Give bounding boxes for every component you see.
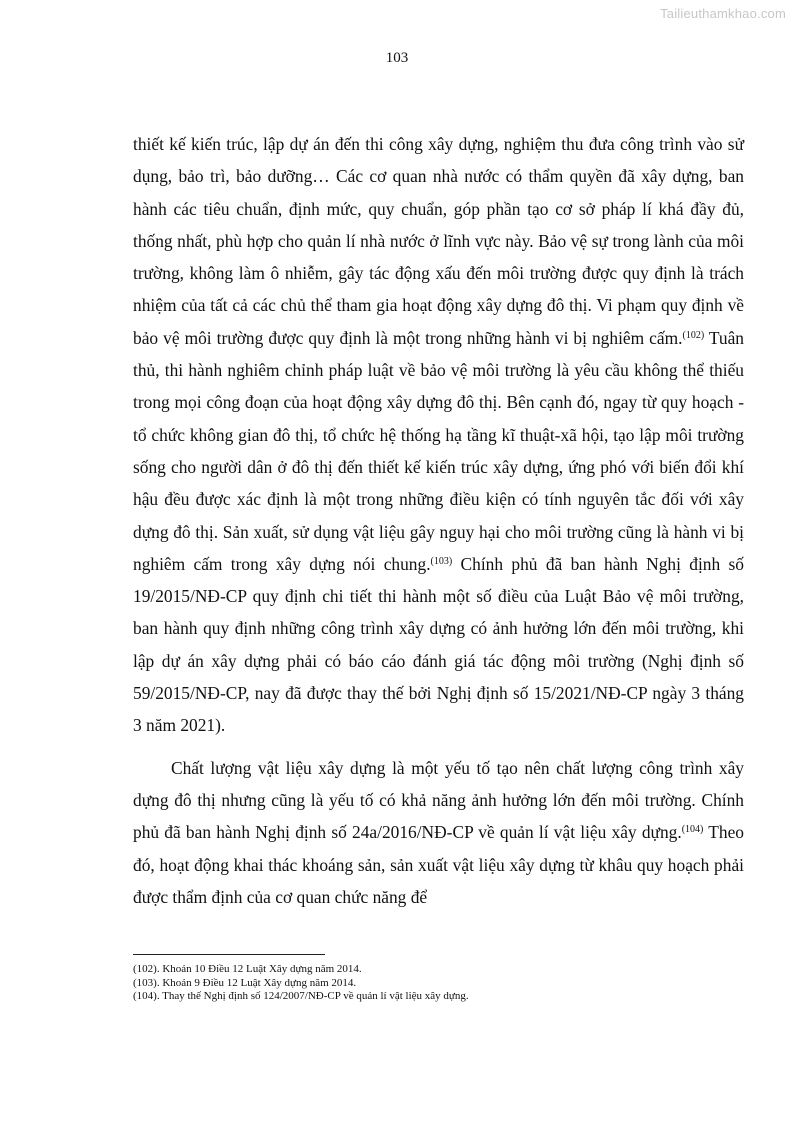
footnote-separator bbox=[133, 954, 325, 955]
paragraph-1-part-1: thiết kế kiến trúc, lập dự án đến thi công xây dựng, nghiệm thu đưa công trình vào sử dụng, bảo trì, bảo dưỡng… Các cơ quan nhà nước có thẩm quyền đã xây dựng, ban hành các tiêu chuẩn, định mức, quy chuẩn, góp phần tạo cơ sở pháp lí khá đầy đủ, thống nhất, phù hợp cho quản lí nhà nước ở lĩnh vực này. Bảo vệ sự trong lành của môi trường, không làm ô nhiễm, gây tác động xấu đến môi trường được quy định là trách nhiệm của tất cả các chủ thể tham gia hoạt động xây dựng đô thị. Vi phạm quy định về bảo vệ môi trường được quy định là một trong những hành vi bị nghiêm cấm. bbox=[133, 134, 744, 348]
body-text bbox=[133, 128, 744, 913]
footnotes bbox=[133, 963, 744, 1004]
footnote-103: (103). Khoản 9 Điều 12 Luật Xây dựng năm 2014. bbox=[133, 976, 357, 989]
footnote-ref-104: (104) bbox=[681, 824, 704, 836]
footnote-104: (104). Thay thế Nghị định số 124/2007/NĐ-CP về quản lí vật liệu xây dựng. bbox=[133, 990, 469, 1002]
paragraph-1 bbox=[133, 128, 744, 742]
paragraph-2-part-1: Chất lượng vật liệu xây dựng là một yếu tố tạo nên chất lượng công trình xây dựng đô thị nhưng cũng là yếu tố có khả năng ảnh hưởng lớn đến môi trường. Chính phủ đã ban hành Nghị định số 24a/2016/NĐ-CP về quản lí vật liệu xây dựng. bbox=[133, 757, 744, 843]
paragraph-2-part-2: Theo đó, hoạt động khai thác khoáng sản, sản xuất vật liệu xây dựng từ khâu quy hoạch phải được thẩm định của cơ quan chức năng để bbox=[133, 822, 744, 907]
page-number: 103 bbox=[385, 50, 409, 66]
paragraph-1-part-3: Chính phủ đã ban hành Nghị định số 19/2015/NĐ-CP quy định chi tiết thi hành một số điều của Luật Bảo vệ môi trường, ban hành quy định những công trình xây dựng có ảnh hưởng lớn đến môi trường, khi lập dự án xây dựng phải có báo cáo đánh giá tác động môi trường (Nghị định số 59/2015/NĐ-CP, nay đã được thay thế bởi Nghị định số 15/2021/NĐ-CP ngày 3 tháng 3 năm 2021). bbox=[133, 553, 744, 736]
watermark-text: Tailieuthamkhao.com bbox=[660, 6, 786, 21]
footnote-ref-103: (103) bbox=[430, 555, 453, 567]
footnote-ref-102: (102) bbox=[682, 329, 705, 341]
paragraph-1-part-2: Tuân thủ, thi hành nghiêm chỉnh pháp luật về bảo vệ môi trường là yêu cầu không thể thiếu trong mọi công đoạn của hoạt động xây dựng đô thị. Bên cạnh đó, ngay từ quy hoạch - tổ chức không gian đô thị, tổ chức hệ thống hạ tầng kĩ thuật-xã hội, tạo lập môi trường sống cho người dân ở đô thị đến thiết kế kiến trúc xây dựng, ứng phó với biến đổi khí hậu đều được xác định là một trong những điều kiện có tính nguyên tắc đối với xây dựng đô thị. Sản xuất, sử dụng vật liệu gây nguy hại cho môi trường cũng là hành vi bị nghiêm cấm trong xây dựng nói chung. bbox=[133, 327, 745, 574]
footnote-102: (102). Khoản 10 Điều 12 Luật Xây dựng năm 2014. bbox=[133, 963, 362, 975]
paragraph-2 bbox=[133, 752, 744, 913]
